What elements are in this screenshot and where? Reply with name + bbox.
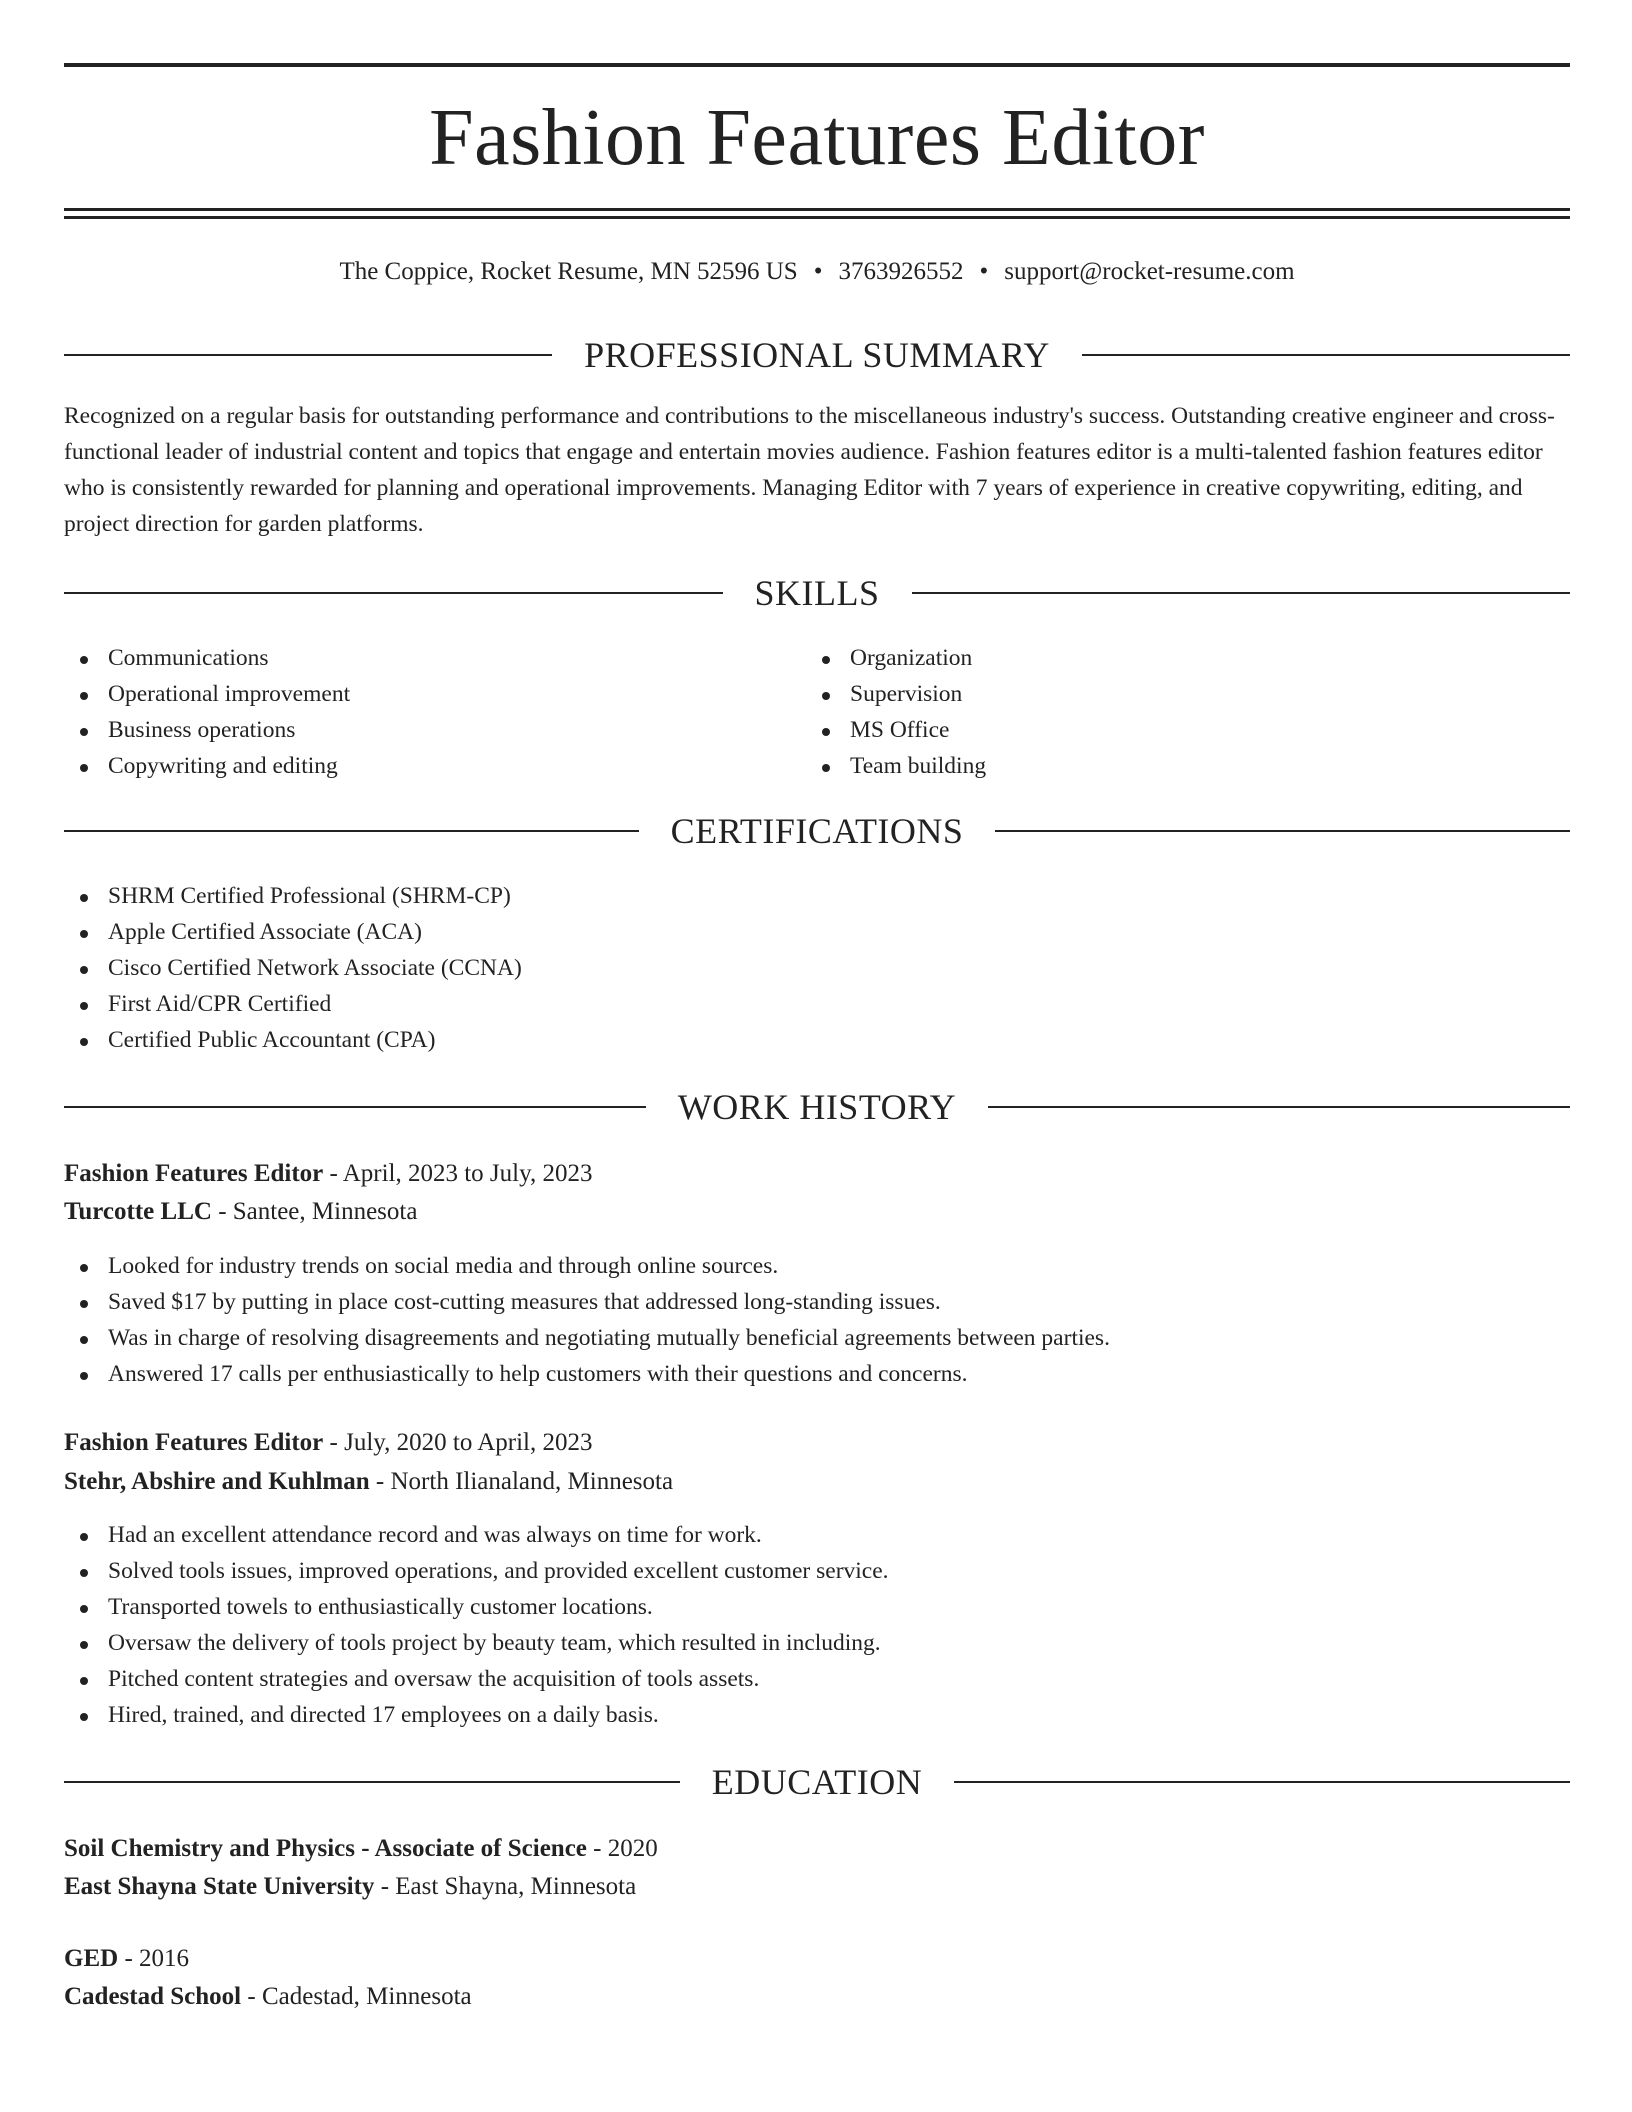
skill-item: Copywriting and editing	[64, 748, 764, 784]
heading-rule	[912, 592, 1571, 594]
heading-rule	[64, 354, 552, 356]
job-bullet: Transported towels to enthusiastically customer locations.	[64, 1589, 1564, 1625]
skill-item: Organization	[806, 640, 1506, 676]
contact-separator: •	[979, 258, 989, 285]
section-title: PROFESSIONAL SUMMARY	[584, 335, 1050, 375]
section-title: SKILLS	[754, 573, 880, 613]
contact-email: support@rocket-resume.com	[1004, 258, 1295, 285]
job-company: Stehr, Abshire and Kuhlman	[64, 1468, 370, 1495]
job-title-line	[64, 1155, 1570, 1193]
heading-rule	[64, 830, 639, 832]
job-title-line	[64, 1424, 1570, 1462]
job-bullet: Looked for industry trends on social media and through online sources.	[64, 1248, 1564, 1284]
resume-name-title: Fashion Features Editor	[429, 94, 1205, 182]
job-bullet: Saved $17 by putting in place cost-cutting measures that addressed long-standing issues.	[64, 1284, 1564, 1320]
education-year: - 2016	[118, 1945, 190, 1972]
contact-address: The Coppice, Rocket Resume, MN 52596 US	[339, 258, 798, 285]
heading-rule	[64, 1106, 646, 1108]
education-location: - East Shayna, Minnesota	[374, 1873, 637, 1900]
skill-item: Business operations	[64, 712, 764, 748]
job-title: Fashion Features Editor	[64, 1160, 324, 1187]
skill-item: Communications	[64, 640, 764, 676]
certification-item: SHRM Certified Professional (SHRM-CP)	[64, 878, 1464, 914]
summary-paragraph: Recognized on a regular basis for outstanding performance and contributions to the miscellaneous industry's success. Outstanding creative engineer and cross-functional leader of industrial content and topics that engage and entertain movies audience. Fashion features editor is a multi-talented fashion features editor who is consistently rewarded for planning and operational improvements. Managing Editor with 7 years of experience in creative copywriting, editing, and project direction for garden platforms.	[64, 403, 1555, 537]
skills-list-right	[806, 640, 1506, 784]
section-title: WORK HISTORY	[677, 1087, 957, 1127]
heading-rule	[995, 830, 1570, 832]
section-heading-certifications	[64, 809, 1570, 853]
skill-item: Team building	[806, 748, 1506, 784]
education-school: East Shayna State University	[64, 1873, 375, 1900]
section-heading-skills	[64, 571, 1570, 615]
job-bullet: Solved tools issues, improved operations, and provided excellent customer service.	[64, 1553, 1564, 1589]
contact-phone: 3763926552	[838, 258, 964, 285]
job-bullet: Was in charge of resolving disagreements and negotiating mutually beneficial agreements between parties.	[64, 1320, 1564, 1356]
section-heading-work-history	[64, 1085, 1570, 1129]
certifications-list	[64, 878, 1464, 1058]
job-company-line	[64, 1463, 1570, 1501]
certification-item: Cisco Certified Network Associate (CCNA)	[64, 950, 1464, 986]
job-bullet: Oversaw the delivery of tools project by beauty team, which resulted in including.	[64, 1625, 1564, 1661]
education-degree-line	[64, 1830, 1570, 1868]
certification-item: First Aid/CPR Certified	[64, 986, 1464, 1022]
job-location: - Santee, Minnesota	[211, 1198, 418, 1225]
job-title: Fashion Features Editor	[64, 1429, 324, 1456]
job-dates: - July, 2020 to April, 2023	[323, 1429, 593, 1456]
section-heading-education	[64, 1760, 1570, 1804]
heading-rule	[988, 1106, 1570, 1108]
education-school-line	[64, 1868, 1570, 1906]
education-school-line	[64, 1978, 1570, 2016]
job-bullet: Pitched content strategies and oversaw the acquisition of tools assets.	[64, 1661, 1564, 1697]
heading-rule	[954, 1781, 1570, 1783]
job-bullets	[64, 1248, 1564, 1392]
job-bullet: Hired, trained, and directed 17 employees on a daily basis.	[64, 1697, 1564, 1733]
education-degree: Soil Chemistry and Physics - Associate of Science	[64, 1835, 587, 1862]
contact-separator: •	[813, 258, 823, 285]
heading-rule	[1082, 354, 1570, 356]
skill-item: Supervision	[806, 676, 1506, 712]
header-double-rule-upper	[64, 208, 1570, 211]
job-bullet: Answered 17 calls per enthusiastically to help customers with their questions and concerns.	[64, 1356, 1564, 1392]
section-title: EDUCATION	[711, 1762, 923, 1802]
header-top-rule	[64, 63, 1570, 67]
header-double-rule-lower	[64, 216, 1570, 219]
job-company: Turcotte LLC	[64, 1198, 212, 1225]
education-year: - 2020	[586, 1835, 658, 1862]
job-location: - North Ilianaland, Minnesota	[369, 1468, 674, 1495]
education-school: Cadestad School	[64, 1983, 242, 2010]
education-location: - Cadestad, Minnesota	[241, 1983, 472, 2010]
heading-rule	[64, 592, 723, 594]
education-degree-line	[64, 1940, 1570, 1978]
skill-item: MS Office	[806, 712, 1506, 748]
job-bullets	[64, 1517, 1564, 1733]
certification-item: Certified Public Accountant (CPA)	[64, 1022, 1464, 1058]
certification-item: Apple Certified Associate (ACA)	[64, 914, 1464, 950]
skills-list-left	[64, 640, 764, 784]
contact-line	[64, 255, 1570, 289]
section-title: CERTIFICATIONS	[670, 811, 964, 851]
section-heading-summary	[64, 333, 1570, 377]
job-dates: - April, 2023 to July, 2023	[323, 1160, 593, 1187]
education-degree: GED	[64, 1945, 119, 1972]
job-company-line	[64, 1193, 1570, 1231]
heading-rule	[64, 1781, 680, 1783]
skill-item: Operational improvement	[64, 676, 764, 712]
job-bullet: Had an excellent attendance record and was always on time for work.	[64, 1517, 1564, 1553]
